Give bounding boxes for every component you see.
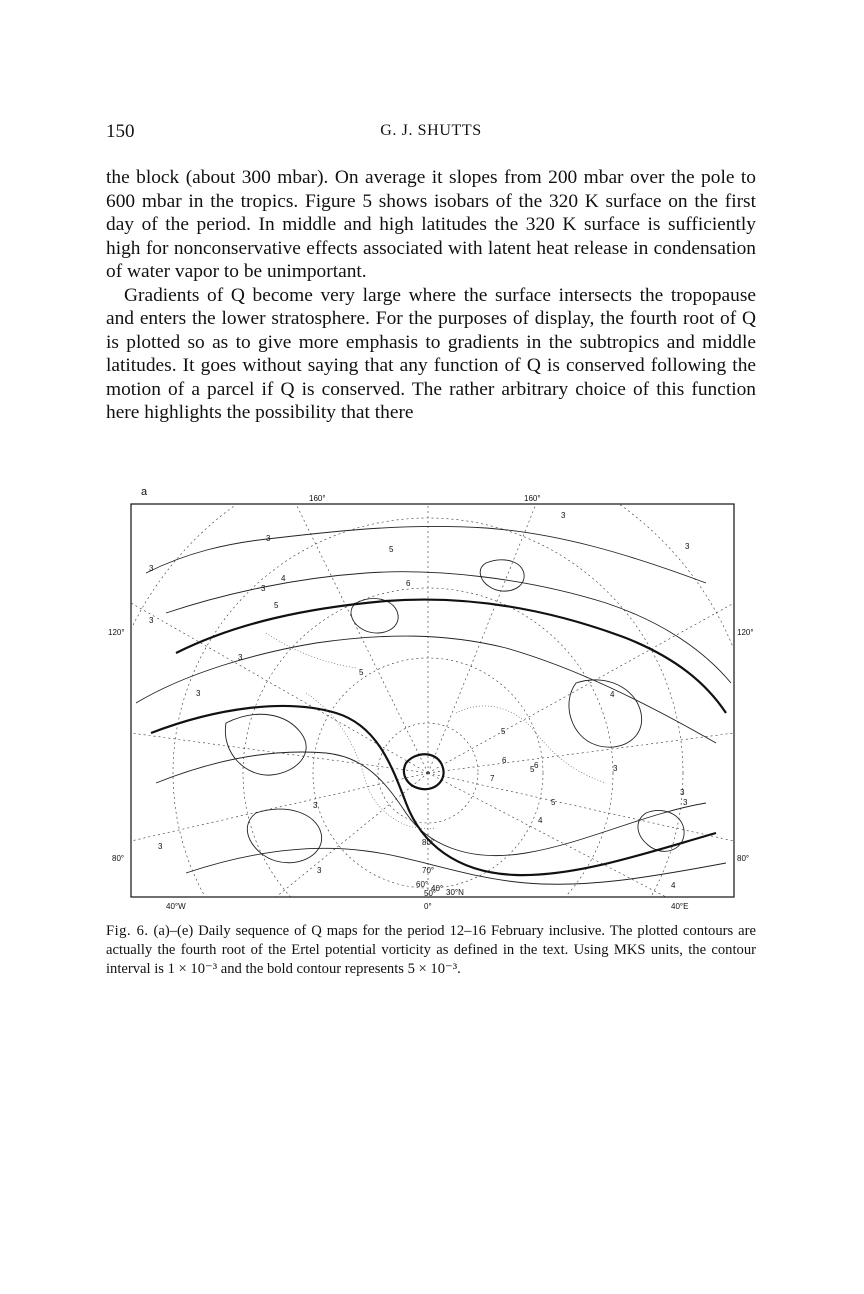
polar-map — [106, 483, 756, 913]
contour-label: 3 — [149, 616, 154, 625]
contour-label: 7 — [490, 774, 495, 783]
contour-label: 4 — [610, 690, 615, 699]
contours — [136, 526, 731, 884]
panel-label: a — [141, 486, 148, 498]
contour-label: 3 — [613, 764, 618, 773]
contour-labels — [149, 511, 690, 890]
running-head: G. J. SHUTTS — [380, 122, 482, 139]
figure-caption — [106, 922, 756, 980]
top-label: 160° — [309, 494, 326, 503]
contour-label: 3 — [683, 798, 688, 807]
contour-label: 5 — [389, 545, 394, 554]
contour-label: 5 — [551, 798, 556, 807]
contour-label: 3 — [685, 542, 690, 551]
contour-label: 6 — [406, 579, 411, 588]
contour-label: 4 — [538, 816, 543, 825]
paragraph: Gradients of Q become very large where the surface intersects the tropopause and enters the lower stratosphere. For the purposes of display, the fourth root of Q is plotted so as to give more emphasis to gradients in the subtropics and middle latitudes. It goes without saying that any function of Q is conserved following the motion of a parcel if Q is conserved. The rather arbitrary choice of this function here highlights the possibility that there — [106, 284, 756, 423]
latitude-label: 70° — [422, 866, 435, 875]
latitude-label: 80° — [422, 838, 435, 847]
right-label: 80° — [737, 854, 750, 863]
contour-label: 5 — [274, 601, 279, 610]
contour-label: 3 — [313, 801, 318, 810]
left-label: 80° — [112, 854, 125, 863]
bottom-label: 0° — [424, 902, 432, 911]
contour-label: 3 — [266, 534, 271, 543]
contour-label: 3 — [238, 653, 243, 662]
right-label: 120° — [737, 628, 754, 637]
bottom-label: 40°W — [166, 902, 186, 911]
contour-label: 6 — [534, 761, 539, 770]
contour-label: 5 — [530, 765, 535, 774]
bottom-label: 40°E — [671, 902, 689, 911]
latitude-label: 60° — [416, 880, 429, 889]
contour-label: 5 — [501, 727, 506, 736]
contour-label: 3 — [317, 866, 322, 875]
figure-q-map — [106, 483, 756, 913]
page-header — [106, 121, 756, 147]
paragraph: the block (about 300 mbar). On average it slopes from 200 mbar over the pole to 600 mbar in the tropics. Figure 5 shows isobars of the 320 K surface on the first day of the period. In middle and high latitudes the 320 K surface is sufficiently high for nonconservative effects associated with latent heat release in condensation of water vapor to be unimportant. — [106, 167, 756, 282]
contour-label: 4 — [671, 881, 676, 890]
page-number: 150 — [106, 121, 135, 142]
contour-label: 3 — [680, 788, 685, 797]
caption-label: Fig. 6. — [106, 923, 149, 939]
top-label: 160° — [524, 494, 541, 503]
caption-text: (a)–(e) Daily sequence of Q maps for the period 12–16 February inclusive. The plotted contours are actually the fourth root of the Ertel potential vorticity as defined in the text. Using MKS units, the contour interval is 1 × 10⁻³ and the bold contour represents 5 × 10⁻³. — [106, 923, 756, 978]
contour-label: 5 — [359, 668, 364, 677]
contour-label: 4 — [281, 574, 286, 583]
contour-label: 3 — [561, 511, 566, 520]
left-label: 120° — [108, 628, 125, 637]
latitude-label: 30°N — [446, 888, 464, 897]
body-text — [106, 166, 756, 425]
latitude-label: 50° — [424, 889, 437, 898]
graticule — [106, 483, 756, 913]
latitude-label: 40° — [431, 884, 444, 893]
contour-label: 3 — [261, 584, 266, 593]
contour-label: 3 — [196, 689, 201, 698]
contour-label: 3 — [149, 564, 154, 573]
contour-label: 3 — [158, 842, 163, 851]
contour-label: 6 — [502, 756, 507, 765]
